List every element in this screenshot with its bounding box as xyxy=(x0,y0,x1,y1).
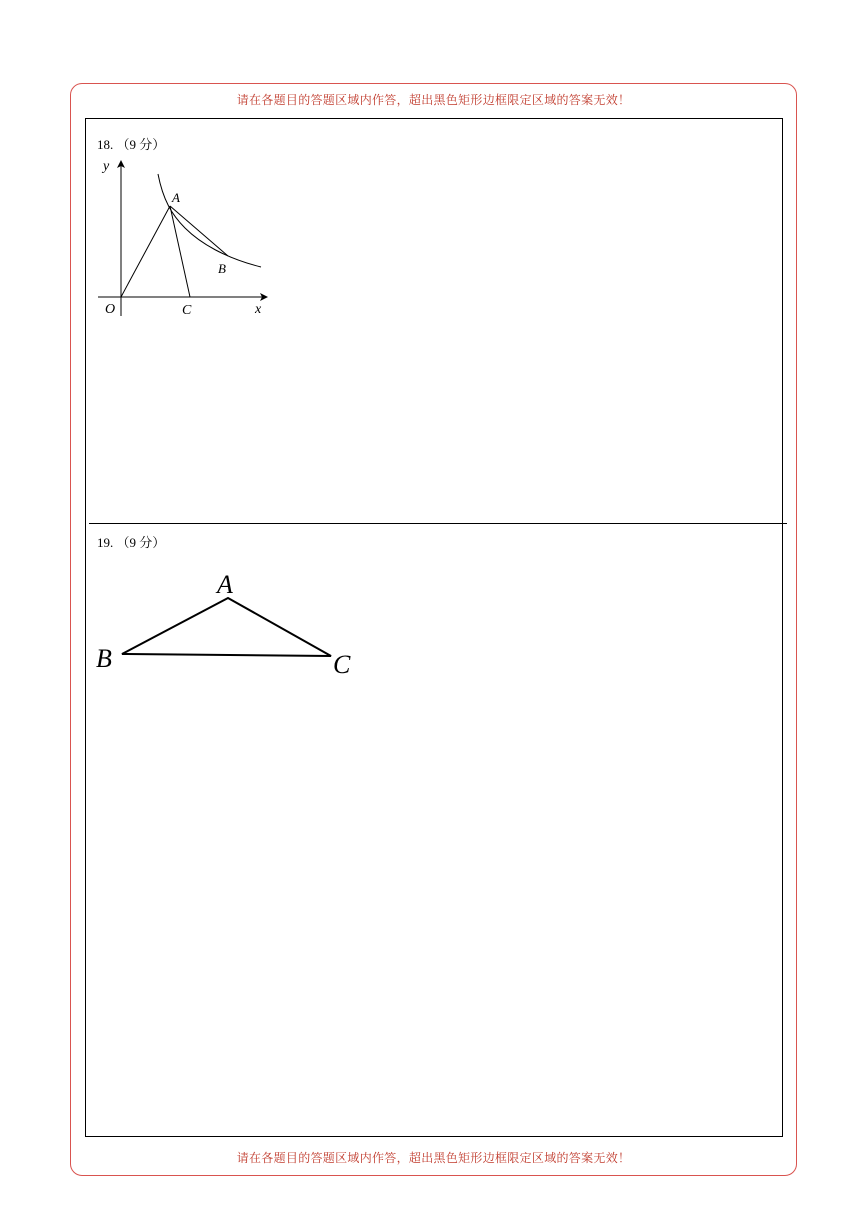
triangle-ABC xyxy=(122,598,331,656)
question-18-label: 18. （9 分） xyxy=(97,137,166,152)
warning-top: 请在各题目的答题区域内作答，超出黑色矩形边框限定区域的答案无效！ xyxy=(236,93,631,107)
label-A: A xyxy=(217,570,233,599)
label-O: O xyxy=(105,302,116,317)
label-A: A xyxy=(172,190,180,205)
question-19-label: 19. （9 分） xyxy=(97,535,166,550)
label-B: B xyxy=(218,261,226,276)
label-y: y xyxy=(103,159,110,174)
label-C: C xyxy=(182,303,192,318)
label-x: x xyxy=(255,302,262,317)
label-B: B xyxy=(96,644,112,673)
label-C: C xyxy=(333,650,351,679)
warning-bottom: 请在各题目的答题区域内作答，超出黑色矩形边框限定区域的答案无效！ xyxy=(236,1151,631,1165)
